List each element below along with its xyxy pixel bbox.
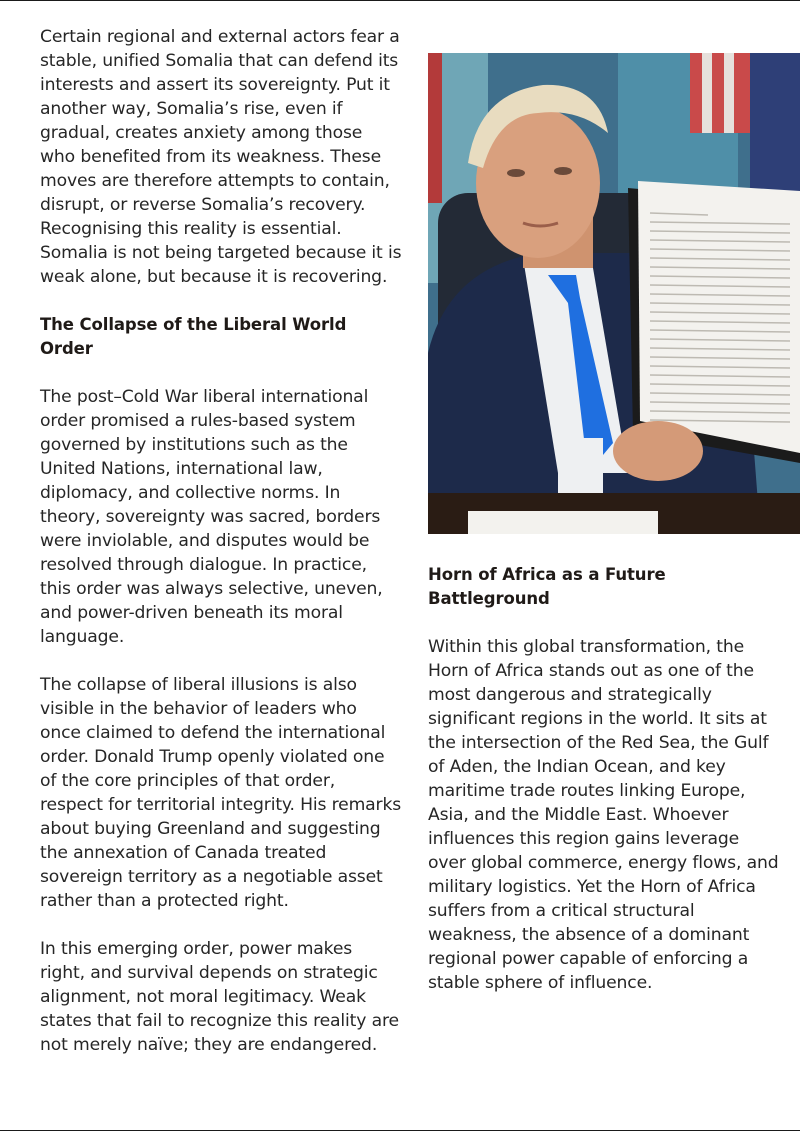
photo-flag-stripe-white-2	[724, 53, 734, 133]
heading-liberal-world-order: The Collapse of the Liberal World Order	[40, 315, 347, 358]
photo-eye-left	[507, 169, 525, 177]
photo-sleeve-cuff	[558, 438, 603, 493]
photo-flag-stripe-white	[702, 53, 712, 133]
photo-desk-paper	[468, 511, 658, 534]
paragraph-emerging-order: In this emerging order, power makes right, and survival depends on strategic alignment, not moral legitimacy. Weak states that fail to recognize this reality are not merely naïve; they are endangered.	[40, 939, 399, 1055]
photo-flag-blue	[750, 53, 800, 193]
paragraph-liberal-illusions: The collapse of liberal illusions is also visible in the behavior of leaders who once claimed to defend the international order. Donald Trump openly violated one of the core principles of that order, respect for territorial integrity. His remarks about buying Greenland and suggesting the annexation of Canada treated sovereign territory as a negotiable asset rather than a protected right.	[40, 675, 402, 911]
paragraph-somalia-recovery: Certain regional and external actors fear a stable, unified Somalia that can defend its interests and assert its sovereignty. Put it another way, Somalia’s rise, even if gradual, creates anxiety among those who benefited from its weakness. These moves are therefore attempts to contain, disrupt, or reverse Somalia’s recovery. Recognising this reality is essential. Somalia is not being targeted because it is weak alone, but because it is recovering.	[40, 27, 402, 287]
left-column	[40, 25, 402, 1057]
heading-horn-of-africa: Horn of Africa as a Future Battleground	[428, 565, 666, 608]
photo-hand	[613, 421, 703, 481]
photo-flag-right	[690, 53, 750, 133]
photo-eye-right	[554, 167, 572, 175]
paragraph-horn-of-africa: Within this global transformation, the Horn of Africa stands out as one of the most dangerous and strategically significant regions in the world. It sits at the intersection of the Red Sea, the Gulf of Aden, the Indian Ocean, and key maritime trade routes linking Europe, Asia, and the Middle East. Whoever influences this region gains leverage over global commerce, energy flows, and military logistics. Yet the Horn of Africa suffers from a critical structural weakness, the absence of a dominant regional power capable of enforcing a stable sphere of influence.	[428, 637, 779, 993]
photo-illustration	[428, 53, 800, 534]
bottom-rule	[0, 1130, 800, 1131]
right-column	[428, 563, 780, 995]
top-rule	[0, 0, 800, 1]
photo-red-flag-stripe	[428, 53, 442, 203]
paragraph-post-cold-war-order: The post–Cold War liberal international order promised a rules-based system governed by institutions such as the United Nations, international law, diplomacy, and collective norms. In theory, sovereignty was sacred, borders were inviolable, and disputes would be resolved through dialogue. In practice, this order was always selective, uneven, and power-driven beneath its moral language.	[40, 387, 383, 647]
article-photo	[428, 53, 800, 534]
